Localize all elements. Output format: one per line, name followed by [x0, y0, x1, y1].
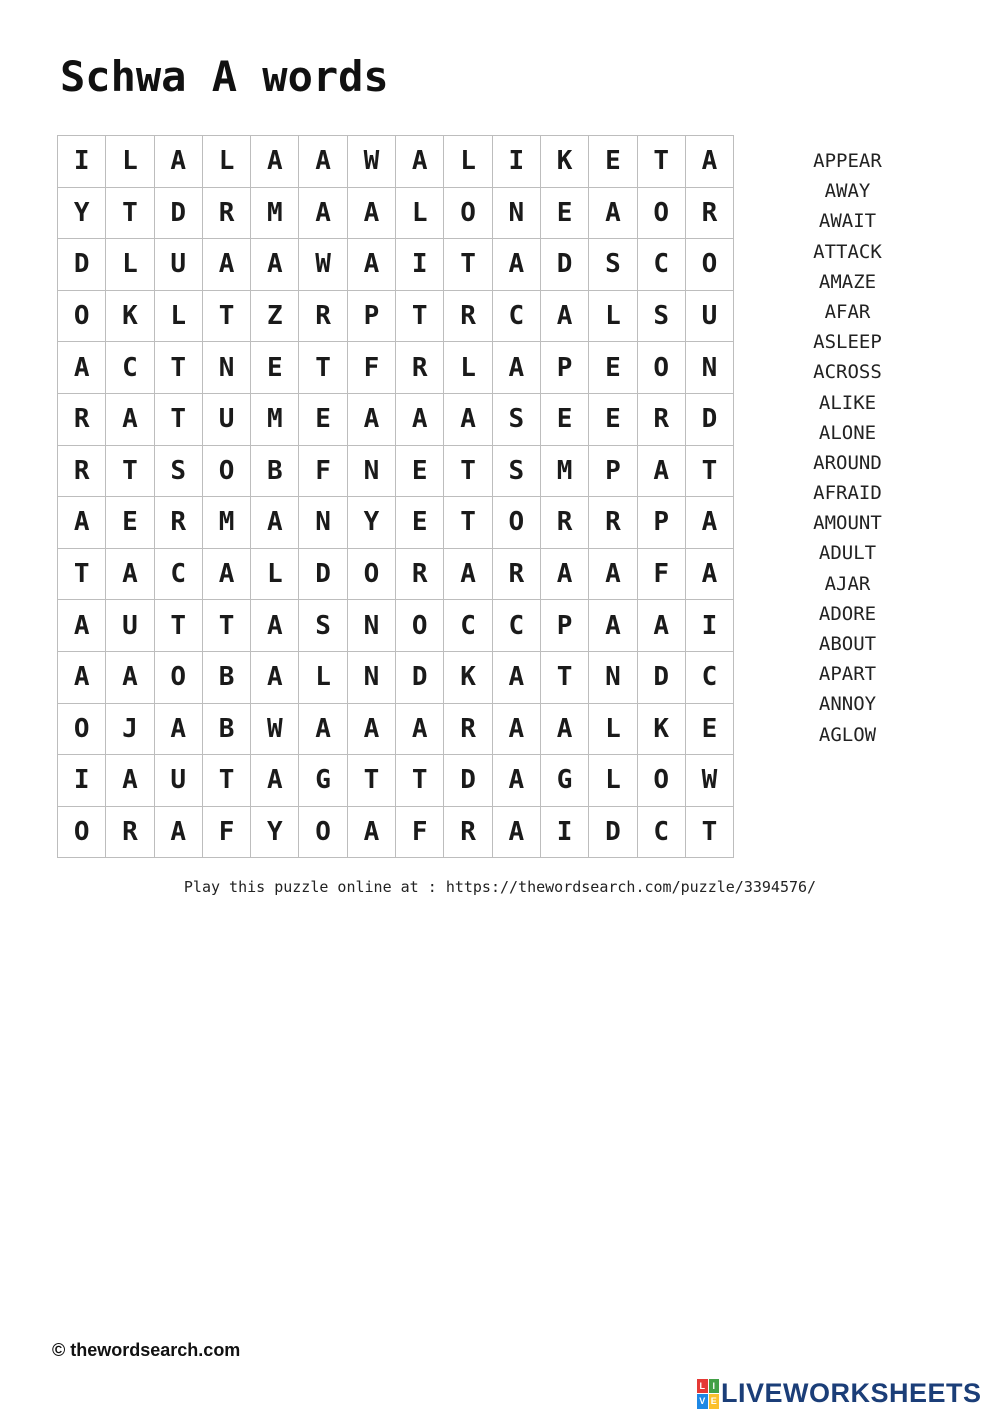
grid-cell[interactable]: U — [203, 394, 251, 446]
grid-cell[interactable]: O — [58, 807, 106, 859]
grid-cell[interactable]: F — [638, 549, 686, 601]
grid-cell[interactable]: A — [493, 239, 541, 291]
word-list-item: AWAIT — [818, 210, 877, 233]
grid-cell[interactable]: T — [203, 600, 251, 652]
grid-cell[interactable]: A — [348, 807, 396, 859]
grid-cell[interactable]: U — [106, 600, 154, 652]
grid-cell[interactable]: N — [686, 342, 734, 394]
grid-cell[interactable]: K — [444, 652, 492, 704]
badge-letter: I — [709, 1379, 720, 1394]
liveworksheets-logo-text: LIVEWORKSHEETS — [721, 1378, 982, 1408]
grid-cell[interactable]: E — [396, 446, 444, 498]
grid-cell[interactable]: L — [155, 291, 203, 343]
grid-cell[interactable]: A — [58, 497, 106, 549]
copyright-notice: © thewordsearch.com — [52, 1340, 241, 1360]
word-list-item: ANNOY — [818, 693, 877, 716]
word-list-item: AMAZE — [818, 270, 877, 293]
grid-cell[interactable]: O — [686, 239, 734, 291]
grid-cell[interactable]: T — [155, 342, 203, 394]
grid-cell[interactable]: P — [638, 497, 686, 549]
grid-cell[interactable]: E — [589, 136, 637, 188]
grid-cell[interactable]: A — [251, 497, 299, 549]
word-list-item: APPEAR — [813, 150, 882, 172]
grid-cell[interactable]: C — [493, 600, 541, 652]
grid-cell[interactable]: T — [348, 755, 396, 807]
grid-cell[interactable]: N — [589, 652, 637, 704]
word-search-grid[interactable] — [57, 135, 734, 858]
grid-cell[interactable]: O — [638, 342, 686, 394]
grid-cell[interactable]: C — [638, 807, 686, 859]
grid-cell[interactable]: L — [106, 239, 154, 291]
grid-cell[interactable]: C — [493, 291, 541, 343]
grid-cell[interactable]: I — [686, 600, 734, 652]
grid-cell[interactable]: D — [155, 188, 203, 240]
grid-cell[interactable]: A — [444, 394, 492, 446]
grid-cell[interactable]: T — [203, 291, 251, 343]
grid-cell[interactable]: T — [106, 188, 154, 240]
grid-cell[interactable]: A — [541, 549, 589, 601]
grid-cell[interactable]: B — [203, 652, 251, 704]
grid-cell[interactable]: A — [58, 342, 106, 394]
grid-cell[interactable]: A — [638, 446, 686, 498]
grid-cell[interactable]: M — [541, 446, 589, 498]
grid-cell[interactable]: A — [348, 704, 396, 756]
grid-cell[interactable]: L — [251, 549, 299, 601]
grid-cell[interactable]: A — [589, 188, 637, 240]
grid-cell[interactable]: A — [541, 704, 589, 756]
grid-cell[interactable]: D — [589, 807, 637, 859]
grid-cell[interactable]: A — [493, 342, 541, 394]
word-list-item: ACROSS — [813, 361, 882, 384]
grid-cell[interactable]: A — [203, 549, 251, 601]
grid-cell[interactable]: A — [348, 239, 396, 291]
grid-cell[interactable]: P — [348, 291, 396, 343]
grid-cell[interactable]: L — [444, 136, 492, 188]
online-separator: : — [418, 878, 446, 896]
grid-cell[interactable]: K — [638, 704, 686, 756]
grid-cell[interactable]: A — [686, 549, 734, 601]
page-title: Schwa A words — [60, 52, 389, 101]
grid-cell[interactable]: T — [155, 394, 203, 446]
grid-cell[interactable]: T — [638, 136, 686, 188]
grid-cell[interactable]: R — [493, 549, 541, 601]
grid-cell[interactable]: A — [203, 239, 251, 291]
grid-cell[interactable]: N — [348, 600, 396, 652]
grid-cell[interactable]: A — [299, 188, 347, 240]
grid-cell[interactable]: C — [155, 549, 203, 601]
grid-cell[interactable]: L — [299, 652, 347, 704]
grid-cell[interactable]: O — [58, 291, 106, 343]
badge-letter: E — [709, 1394, 720, 1409]
word-list-item: AJAR — [824, 572, 871, 595]
word-list-item: AFRAID — [813, 482, 882, 505]
grid-cell[interactable]: G — [299, 755, 347, 807]
grid-cell[interactable]: E — [299, 394, 347, 446]
grid-cell[interactable]: W — [251, 704, 299, 756]
grid-cell[interactable]: S — [155, 446, 203, 498]
grid-cell[interactable]: A — [155, 136, 203, 188]
grid-cell[interactable]: D — [299, 549, 347, 601]
grid-cell[interactable]: L — [444, 342, 492, 394]
grid-cell[interactable]: A — [299, 704, 347, 756]
grid-cell[interactable]: A — [251, 755, 299, 807]
grid-cell[interactable]: I — [58, 136, 106, 188]
grid-cell[interactable]: D — [444, 755, 492, 807]
grid-cell[interactable]: D — [58, 239, 106, 291]
grid-cell[interactable]: O — [638, 755, 686, 807]
grid-cell[interactable]: F — [299, 446, 347, 498]
grid-cell[interactable]: Y — [58, 188, 106, 240]
grid-cell[interactable]: O — [444, 188, 492, 240]
word-list-item: AGLOW — [818, 723, 877, 746]
grid-cell[interactable]: R — [396, 549, 444, 601]
grid-cell[interactable]: M — [251, 394, 299, 446]
grid-cell[interactable]: D — [541, 239, 589, 291]
grid-cell[interactable]: N — [493, 188, 541, 240]
grid-cell[interactable]: A — [251, 239, 299, 291]
word-list-item: AMOUNT — [813, 512, 882, 535]
grid-cell[interactable]: A — [589, 600, 637, 652]
grid-cell[interactable]: A — [396, 394, 444, 446]
grid-cell[interactable]: T — [686, 807, 734, 859]
word-list-item: AWAY — [824, 180, 871, 203]
grid-cell[interactable]: O — [203, 446, 251, 498]
grid-cell[interactable]: N — [348, 446, 396, 498]
grid-cell[interactable]: F — [203, 807, 251, 859]
grid-cell[interactable]: W — [299, 239, 347, 291]
grid-cell[interactable]: O — [58, 704, 106, 756]
grid-cell[interactable]: A — [396, 136, 444, 188]
badge-letter: L — [697, 1379, 708, 1394]
grid-cell[interactable]: F — [348, 342, 396, 394]
grid-cell[interactable]: R — [686, 188, 734, 240]
grid-cell[interactable]: R — [589, 497, 637, 549]
grid-cell[interactable]: Y — [348, 497, 396, 549]
grid-cell[interactable]: C — [638, 239, 686, 291]
grid-cell[interactable]: A — [493, 755, 541, 807]
grid-cell[interactable]: A — [155, 807, 203, 859]
grid-cell[interactable]: E — [589, 342, 637, 394]
grid-cell[interactable]: S — [493, 446, 541, 498]
grid-cell[interactable]: W — [348, 136, 396, 188]
grid-cell[interactable]: E — [686, 704, 734, 756]
grid-cell[interactable]: M — [203, 497, 251, 549]
grid-cell[interactable]: C — [686, 652, 734, 704]
grid-cell[interactable]: K — [541, 136, 589, 188]
grid-cell[interactable]: P — [541, 600, 589, 652]
grid-cell[interactable]: W — [686, 755, 734, 807]
grid-cell[interactable]: T — [155, 600, 203, 652]
grid-cell[interactable]: R — [299, 291, 347, 343]
grid-cell[interactable]: C — [106, 342, 154, 394]
grid-cell[interactable]: B — [203, 704, 251, 756]
grid-cell[interactable]: C — [444, 600, 492, 652]
grid-cell[interactable]: O — [396, 600, 444, 652]
grid-cell[interactable]: O — [155, 652, 203, 704]
grid-cell[interactable]: T — [396, 755, 444, 807]
word-list-item: ASLEEP — [813, 331, 882, 354]
word-list-item: AROUND — [813, 451, 882, 474]
grid-cell[interactable]: A — [106, 394, 154, 446]
grid-cell[interactable]: I — [396, 239, 444, 291]
grid-cell[interactable]: I — [58, 755, 106, 807]
grid-cell[interactable]: R — [155, 497, 203, 549]
grid-cell[interactable]: P — [541, 342, 589, 394]
grid-cell[interactable]: O — [638, 188, 686, 240]
grid-cell[interactable]: Z — [251, 291, 299, 343]
grid-cell[interactable]: A — [299, 136, 347, 188]
grid-cell[interactable]: A — [106, 549, 154, 601]
live-badge-icon — [697, 1379, 719, 1409]
grid-cell[interactable]: J — [106, 704, 154, 756]
word-list-item: ATTACK — [813, 240, 882, 263]
grid-cell[interactable]: T — [58, 549, 106, 601]
grid-cell[interactable]: R — [58, 446, 106, 498]
grid-cell[interactable]: A — [106, 652, 154, 704]
grid-cell[interactable]: T — [203, 755, 251, 807]
word-list — [790, 146, 905, 750]
grid-cell[interactable]: A — [348, 188, 396, 240]
word-list-item: ALONE — [818, 421, 877, 444]
grid-cell[interactable]: R — [541, 497, 589, 549]
grid-cell[interactable]: A — [686, 136, 734, 188]
grid-cell[interactable]: A — [251, 600, 299, 652]
grid-cell[interactable]: S — [493, 394, 541, 446]
grid-cell[interactable]: D — [396, 652, 444, 704]
grid-cell[interactable]: K — [106, 291, 154, 343]
grid-cell[interactable]: T — [106, 446, 154, 498]
grid-cell[interactable]: E — [541, 188, 589, 240]
grid-cell[interactable]: A — [493, 652, 541, 704]
grid-cell[interactable]: L — [589, 291, 637, 343]
grid-cell[interactable]: A — [155, 704, 203, 756]
grid-cell[interactable]: Y — [251, 807, 299, 859]
grid-cell[interactable]: G — [541, 755, 589, 807]
grid-cell[interactable]: A — [493, 807, 541, 859]
grid-cell[interactable]: N — [348, 652, 396, 704]
grid-cell[interactable]: D — [638, 652, 686, 704]
grid-cell[interactable]: N — [299, 497, 347, 549]
grid-cell[interactable]: R — [203, 188, 251, 240]
badge-letter: V — [697, 1394, 708, 1409]
grid-cell[interactable]: P — [589, 446, 637, 498]
grid-cell[interactable]: A — [348, 394, 396, 446]
grid-cell[interactable]: R — [444, 807, 492, 859]
grid-cell[interactable]: E — [589, 394, 637, 446]
grid-cell[interactable]: T — [444, 239, 492, 291]
grid-cell[interactable]: O — [299, 807, 347, 859]
grid-cell[interactable]: S — [299, 600, 347, 652]
word-list-item: ABOUT — [818, 633, 877, 655]
grid-cell[interactable]: D — [686, 394, 734, 446]
grid-cell[interactable]: T — [686, 446, 734, 498]
word-list-item: AFAR — [824, 300, 871, 323]
grid-cell[interactable]: N — [203, 342, 251, 394]
grid-cell[interactable]: U — [155, 239, 203, 291]
grid-cell[interactable]: A — [106, 755, 154, 807]
grid-cell[interactable]: M — [251, 188, 299, 240]
grid-cell[interactable]: A — [686, 497, 734, 549]
grid-cell[interactable]: A — [58, 652, 106, 704]
grid-cell[interactable]: T — [444, 497, 492, 549]
online-prefix: Play this puzzle online at — [183, 878, 419, 896]
grid-cell[interactable]: R — [106, 807, 154, 859]
grid-cell[interactable]: E — [251, 342, 299, 394]
grid-cell[interactable]: S — [638, 291, 686, 343]
grid-cell[interactable]: R — [444, 291, 492, 343]
grid-cell[interactable]: B — [251, 446, 299, 498]
grid-cell[interactable]: U — [155, 755, 203, 807]
grid-cell[interactable]: L — [589, 704, 637, 756]
grid-cell[interactable]: A — [396, 704, 444, 756]
grid-cell[interactable]: R — [638, 394, 686, 446]
grid-cell[interactable]: U — [686, 291, 734, 343]
grid-cell[interactable]: O — [493, 497, 541, 549]
grid-cell[interactable]: A — [444, 549, 492, 601]
grid-cell[interactable]: A — [638, 600, 686, 652]
grid-cell[interactable]: A — [251, 136, 299, 188]
liveworksheets-logo[interactable] — [697, 1378, 982, 1409]
grid-cell[interactable]: R — [444, 704, 492, 756]
grid-cell[interactable]: A — [493, 704, 541, 756]
grid-cell[interactable]: E — [396, 497, 444, 549]
online-link-line — [0, 878, 1000, 896]
grid-cell[interactable]: R — [58, 394, 106, 446]
word-list-item: ADORE — [818, 602, 877, 625]
puzzle-url-link[interactable]: https://thewordsearch.com/puzzle/3394576/ — [445, 878, 817, 896]
grid-cell[interactable]: L — [106, 136, 154, 188]
grid-cell[interactable]: A — [589, 549, 637, 601]
word-list-item: APART — [818, 663, 877, 686]
grid-cell[interactable]: A — [541, 291, 589, 343]
grid-cell[interactable]: I — [493, 136, 541, 188]
grid-cell[interactable]: O — [348, 549, 396, 601]
grid-cell[interactable]: A — [251, 652, 299, 704]
grid-cell[interactable]: I — [541, 807, 589, 859]
word-list-item: ALIKE — [818, 391, 877, 414]
grid-cell[interactable]: F — [396, 807, 444, 859]
grid-cell[interactable]: E — [106, 497, 154, 549]
grid-cell[interactable]: T — [541, 652, 589, 704]
grid-cell[interactable]: T — [299, 342, 347, 394]
grid-cell[interactable]: L — [396, 188, 444, 240]
grid-cell[interactable]: L — [203, 136, 251, 188]
word-list-item: ADULT — [818, 542, 877, 565]
grid-cell[interactable]: S — [589, 239, 637, 291]
grid-cell[interactable]: T — [396, 291, 444, 343]
grid-cell[interactable]: E — [541, 394, 589, 446]
grid-cell[interactable]: T — [444, 446, 492, 498]
grid-cell[interactable]: A — [58, 600, 106, 652]
grid-cell[interactable]: L — [589, 755, 637, 807]
grid-cell[interactable]: R — [396, 342, 444, 394]
